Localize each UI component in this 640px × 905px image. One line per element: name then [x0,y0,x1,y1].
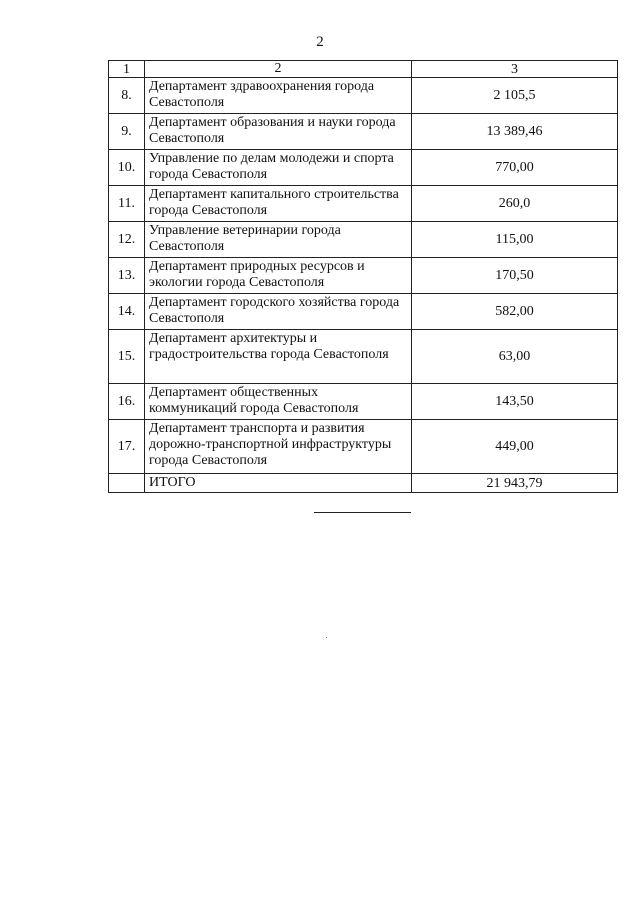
row-number: 9. [109,114,145,150]
department-name: Департамент транспорта и развития дорожно-транспортной инфраструктуры города Севастополя [145,420,412,474]
department-name: Управление ветеринарии города Севастополя [145,222,412,258]
table-row [109,384,618,420]
department-name: Департамент общественных коммуникаций города Севастополя [145,384,412,420]
row-number: 12. [109,222,145,258]
department-name: Департамент природных ресурсов и экологии города Севастополя [145,258,412,294]
page-number: 2 [316,34,324,50]
department-name: Департамент образования и науки города Севастополя [145,114,412,150]
row-number: 16. [109,384,145,420]
department-name: Департамент архитектуры и градостроительства города Севастополя [145,330,412,384]
amount-value: 115,00 [412,222,618,258]
row-number: 15. [109,330,145,384]
row-number: 11. [109,186,145,222]
column-header-name: 2 [145,61,412,78]
amount-value: 582,00 [412,294,618,330]
table-row [109,78,618,114]
row-number: 10. [109,150,145,186]
amount-value: 13 389,46 [412,114,618,150]
scan-speck [326,637,327,638]
column-header-amount: 3 [412,61,618,78]
department-name: Департамент городского хозяйства города Севастополя [145,294,412,330]
table-row [109,258,618,294]
total-empty-cell [109,474,145,493]
amount-value: 63,00 [412,330,618,384]
total-row [109,474,618,493]
department-name: Управление по делам молодежи и спорта города Севастополя [145,150,412,186]
amount-value: 143,50 [412,384,618,420]
table-row [109,330,618,384]
column-header-number: 1 [109,61,145,78]
row-number: 8. [109,78,145,114]
table-row [109,114,618,150]
table-row [109,420,618,474]
row-number: 13. [109,258,145,294]
budget-table [108,60,618,493]
table-row [109,186,618,222]
total-label: ИТОГО [145,474,412,493]
table-row [109,294,618,330]
amount-value: 2 105,5 [412,78,618,114]
table-header-row [109,61,618,78]
table-row [109,150,618,186]
amount-value: 170,50 [412,258,618,294]
closing-divider-line [314,512,411,513]
amount-value: 260,0 [412,186,618,222]
amount-value: 770,00 [412,150,618,186]
department-name: Департамент капитального строительства города Севастополя [145,186,412,222]
row-number: 14. [109,294,145,330]
amount-value: 449,00 [412,420,618,474]
total-amount: 21 943,79 [412,474,618,493]
department-name: Департамент здравоохранения города Севастополя [145,78,412,114]
table-row [109,222,618,258]
row-number: 17. [109,420,145,474]
